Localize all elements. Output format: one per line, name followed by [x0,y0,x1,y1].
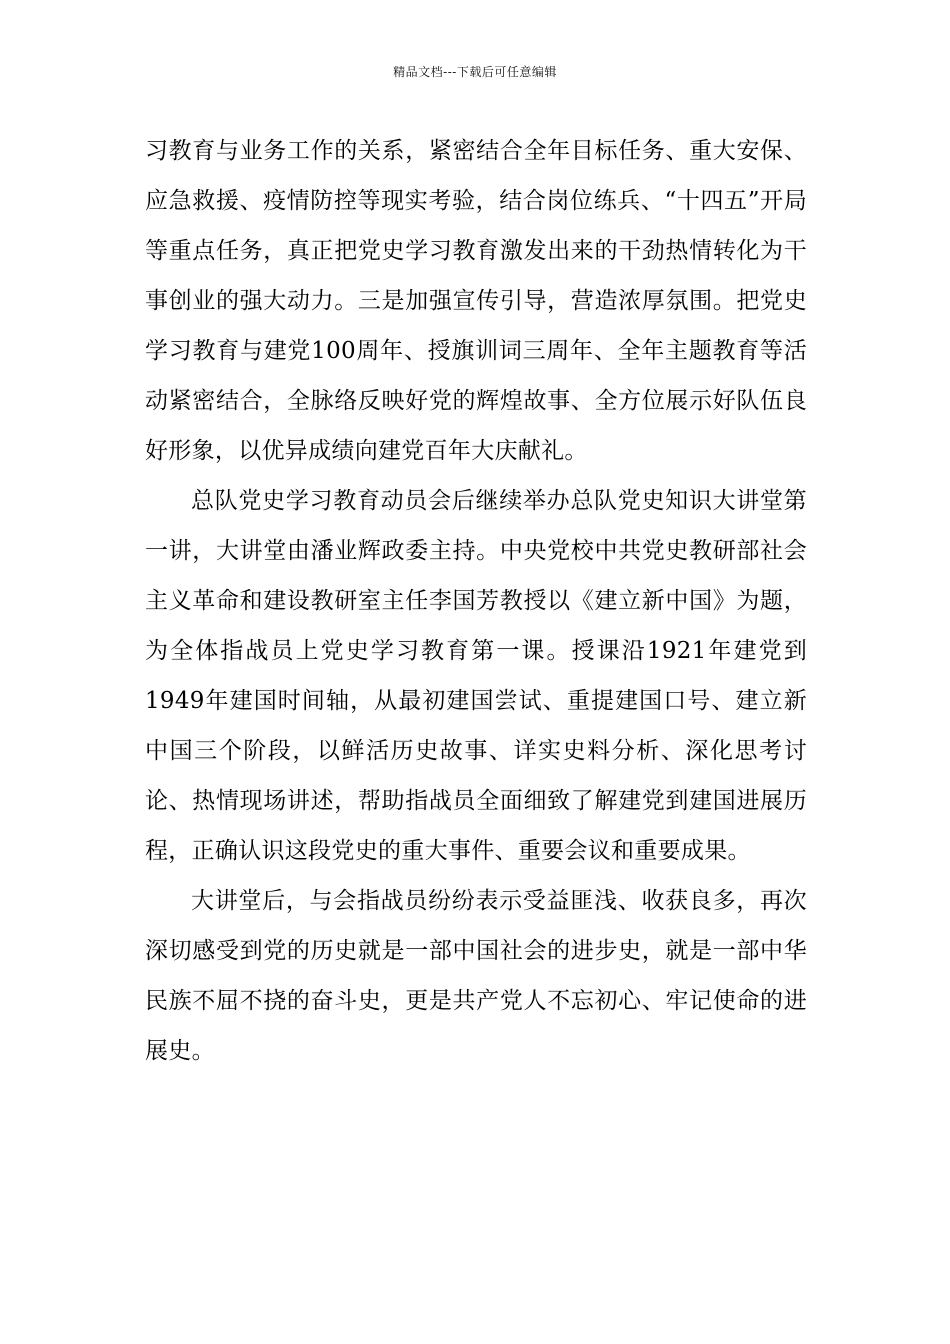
page-header: 精品文档---下载后可任意编辑 [393,65,557,79]
paragraph-lecture-hall: 总队党史学习教育动员会后继续举办总队党史知识大讲堂第一讲，大讲堂由潘业辉政委主持。中央党校中共党史教研部社会主义革命和建设教研室主任李国芳教授以《建立新中国》为题，为全体指战员上党史学习教育第一课。授课沿1921年建党到1949年建国时间轴，从最初建国尝试、重提建国口号、建立新中国三个阶段，以鲜活历史故事、详实史料分析、深化思考讨论、热情现场讲述，帮助指战员全面细致了解建党到建国进展历程，正确认识这段党史的重大事件、重要会议和重要成果。 [145,488,807,864]
paragraph-reflection: 大讲堂后，与会指战员纷纷表示受益匪浅、收获良多，再次深切感受到党的历史就是一部中国社会的进步史，就是一部中华民族不屈不挠的奋斗史，更是共产党人不忘初心、牢记使命的进展史。 [145,888,807,1064]
paragraph-continuation: 习教育与业务工作的关系，紧密结合全年目标任务、重大安保、应急救援、疫情防控等现实考验，结合岗位练兵、“十四五”开局等重点任务，真正把党史学习教育激发出来的干劲热情转化为干事创业的强大动力。三是加强宣传引导，营造浓厚氛围。把党史学习教育与建党100周年、授旗训词三周年、全年主题教育等活动紧密结合，全脉络反映好党的辉煌故事、全方位展示好队伍良好形象，以优异成绩向建党百年大庆献礼。 [145,138,807,464]
document-body [145,126,807,1076]
